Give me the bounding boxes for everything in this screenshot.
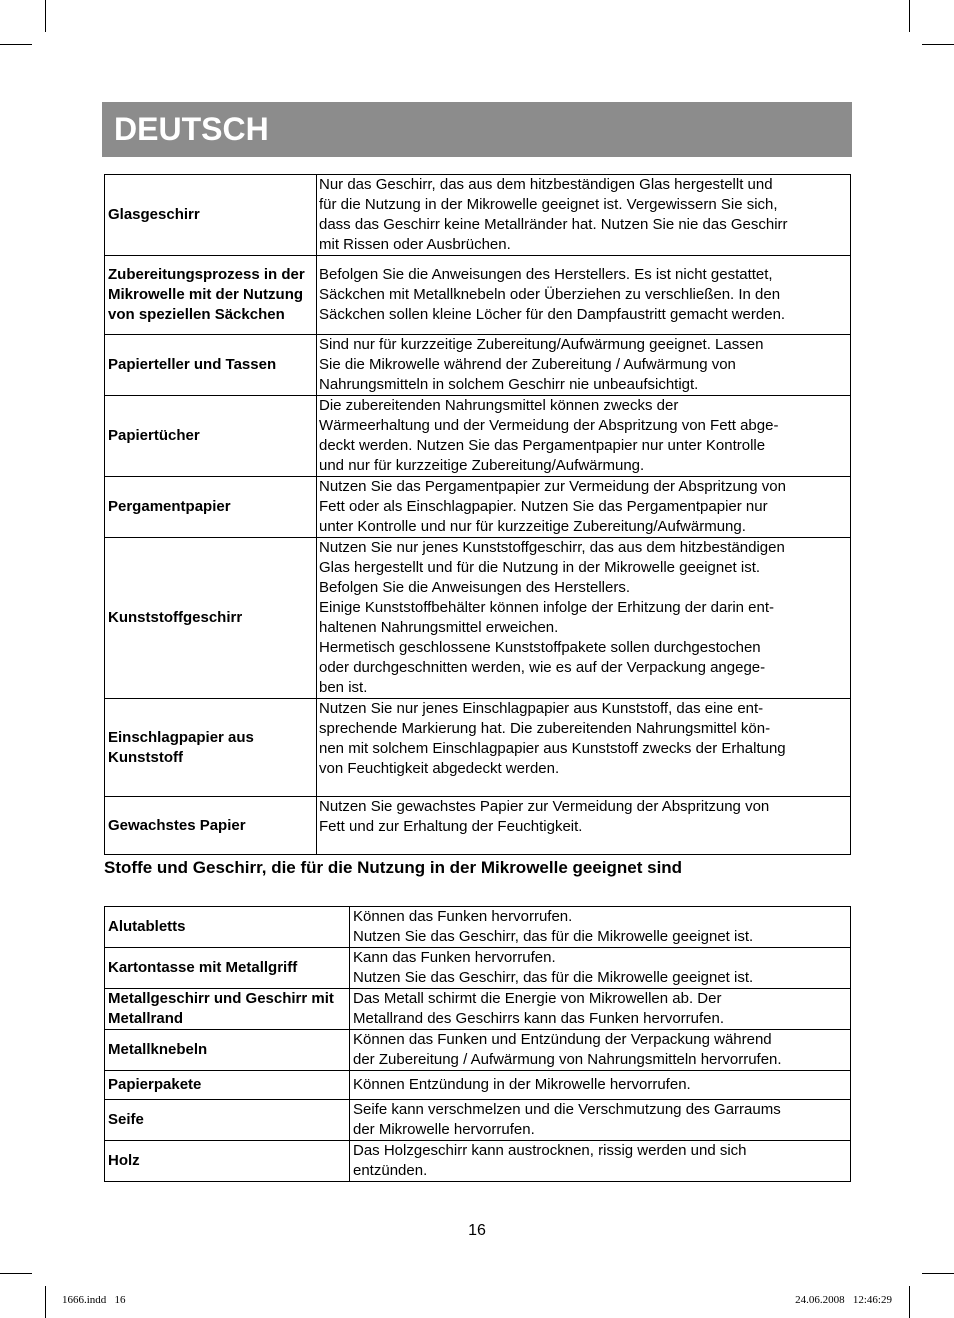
table-row	[105, 256, 851, 335]
row-label: Einschlagpapier aus Kunststoff	[105, 699, 317, 797]
table-row	[105, 907, 851, 948]
table-row	[105, 335, 851, 396]
row-description: Nutzen Sie das Pergamentpapier zur Vermeidung der Abspritzung von Fett oder als Einschlagpapier. Nutzen Sie das Pergamentpapier nur unter Kontrolle und nur für kurzzeitige Zubereitung/Aufwärmung.	[317, 477, 851, 538]
row-description: Können das Funken hervorrufen. Nutzen Sie das Geschirr, das für die Mikrowelle geeignet ist.	[350, 907, 851, 948]
table-row	[105, 948, 851, 989]
file-info: 1666.indd 16	[62, 1294, 126, 1306]
row-label: Papierteller und Tassen	[105, 335, 317, 396]
crop-mark	[45, 1286, 46, 1318]
table-row	[105, 699, 851, 797]
page-number: 16	[468, 1222, 486, 1239]
crop-mark	[0, 1273, 32, 1274]
row-description: Nutzen Sie nur jenes Einschlagpapier aus Kunststoff, das eine ent- sprechende Markierung hat. Die zubereitenden Nahrungsmittel kön- nen mit solchem Einschlagpapier aus Kunststoff zwecks der Erhaltung von Feuchtigkeit abgedeckt werden.	[317, 699, 851, 797]
row-description: Das Holzgeschirr kann austrocknen, rissig werden und sich entzünden.	[350, 1141, 851, 1182]
header-band	[102, 102, 852, 157]
row-description: Nutzen Sie nur jenes Kunststoffgeschirr, das aus dem hitzbeständigen Glas hergestellt und für die Nutzung in der Mikrowelle geeignet ist. Befolgen Sie die Anweisungen des Herstellers. Einige Kunststoffbehälter können infolge der Erhitzung der darin ent- haltenen Nahrungsmittel erweichen. Hermetisch geschlossene Kunststoffpakete sollen durchgestochen oder durchgeschnitten werden, wie es auf der Verpackung angege- ben ist.	[317, 538, 851, 699]
row-description: Können das Funken und Entzündung der Verpackung während der Zubereitung / Aufwärmung von Nahrungsmitteln hervorrufen.	[350, 1030, 851, 1071]
row-label: Papierpakete	[105, 1071, 350, 1100]
row-label: Pergamentpapier	[105, 477, 317, 538]
utensils-table	[104, 174, 851, 855]
table-row	[105, 396, 851, 477]
row-label: Zubereitungsprozess in der Mikrowelle mit der Nutzung von speziellen Säckchen	[105, 256, 317, 335]
row-label: Alutabletts	[105, 907, 350, 948]
page-title: DEUTSCH	[114, 111, 269, 147]
row-description: Die zubereitenden Nahrungsmittel können zwecks der Wärmeerhaltung und der Vermeidung der Abspritzung von Fett abge- deckt werden. Nutzen Sie das Pergamentpapier nur unter Kontrolle und nur für kurzzeitige Zubereitung/Aufwärmung.	[317, 396, 851, 477]
unsuitable-materials-table	[104, 906, 851, 1182]
section-heading: Stoffe und Geschirr, die für die Nutzung in der Mikrowelle geeignet sind	[104, 858, 683, 877]
table-row	[105, 1030, 851, 1071]
row-label: Seife	[105, 1100, 350, 1141]
row-label: Gewachstes Papier	[105, 797, 317, 855]
crop-mark	[922, 1273, 954, 1274]
table-row	[105, 1141, 851, 1182]
row-label: Kunststoffgeschirr	[105, 538, 317, 699]
crop-mark	[909, 1286, 910, 1318]
table-row	[105, 1100, 851, 1141]
row-description: Nur das Geschirr, das aus dem hitzbeständigen Glas hergestellt und für die Nutzung in der Mikrowelle geeignet ist. Vergewissern Sie sich, dass das Geschirr keine Metallränder hat. Nutzen Sie nie das Geschirr mit Rissen oder Ausbrüchen.	[317, 175, 851, 256]
row-description: Befolgen Sie die Anweisungen des Herstellers. Es ist nicht gestattet, Säckchen mit Metallknebeln oder Überziehen zu verschließen. In den Säckchen sollen kleine Löcher für den Dampfaustritt gemacht werden.	[317, 256, 851, 335]
table-row	[105, 989, 851, 1030]
crop-mark	[0, 44, 32, 45]
row-label: Metallknebeln	[105, 1030, 350, 1071]
table-row	[105, 1071, 851, 1100]
table-row	[105, 797, 851, 855]
row-label: Glasgeschirr	[105, 175, 317, 256]
crop-mark	[45, 0, 46, 32]
table-row	[105, 175, 851, 256]
row-description: Können Entzündung in der Mikrowelle hervorrufen.	[350, 1071, 851, 1100]
row-label: Kartontasse mit Metallgriff	[105, 948, 350, 989]
row-description: Kann das Funken hervorrufen. Nutzen Sie das Geschirr, das für die Mikrowelle geeignet ist.	[350, 948, 851, 989]
row-label: Holz	[105, 1141, 350, 1182]
row-label: Metallgeschirr und Geschirr mit Metallrand	[105, 989, 350, 1030]
row-description: Das Metall schirmt die Energie von Mikrowellen ab. Der Metallrand des Geschirrs kann das Funken hervorrufen.	[350, 989, 851, 1030]
print-timestamp: 24.06.2008 12:46:29	[795, 1294, 892, 1306]
table-row	[105, 477, 851, 538]
crop-mark	[909, 0, 910, 32]
row-description: Seife kann verschmelzen und die Verschmutzung des Garraums der Mikrowelle hervorrufen.	[350, 1100, 851, 1141]
row-label: Papiertücher	[105, 396, 317, 477]
row-description: Nutzen Sie gewachstes Papier zur Vermeidung der Abspritzung von Fett und zur Erhaltung der Feuchtigkeit.	[317, 797, 851, 855]
crop-mark	[922, 44, 954, 45]
row-description: Sind nur für kurzzeitige Zubereitung/Aufwärmung geeignet. Lassen Sie die Mikrowelle während der Zubereitung / Aufwärmung von Nahrungsmitteln in solchem Geschirr nie unbeaufsichtigt.	[317, 335, 851, 396]
table-row	[105, 538, 851, 699]
